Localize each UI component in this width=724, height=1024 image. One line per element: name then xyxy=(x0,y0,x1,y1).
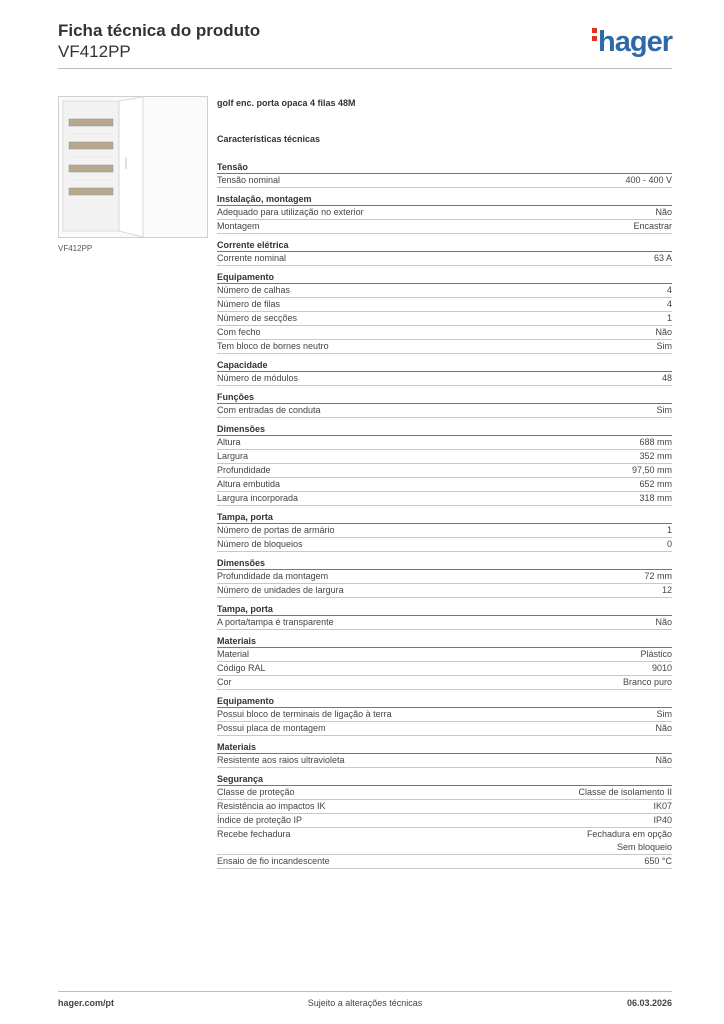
section-title: Corrente elétrica xyxy=(217,239,672,252)
spec-label: Recebe fechadura xyxy=(217,829,291,839)
spec-value: 9010 xyxy=(651,663,672,673)
footer-date: 06.03.2026 xyxy=(626,998,672,1008)
spec-label: Altura xyxy=(217,437,241,447)
spec-row xyxy=(217,492,672,506)
spec-row xyxy=(217,676,672,690)
spec-label: Material xyxy=(217,649,250,659)
spec-label: Classe de proteção xyxy=(217,787,295,797)
spec-label: Possui bloco de terminais de ligação à terra xyxy=(217,709,392,719)
spec-row xyxy=(217,174,672,188)
spec-value: 48 xyxy=(661,373,672,383)
spec-row xyxy=(217,252,672,266)
spec-row xyxy=(217,340,672,354)
spec-value: Sim xyxy=(656,341,672,351)
section-title: Materiais xyxy=(217,635,672,648)
spec-row xyxy=(217,284,672,298)
spec-label: Número de filas xyxy=(217,299,281,309)
spec-value: Não xyxy=(655,755,672,765)
spec-row xyxy=(217,754,672,768)
spec-value: 1 xyxy=(666,313,672,323)
section-title: Tampa, porta xyxy=(217,603,672,616)
spec-section xyxy=(217,511,672,552)
spec-label: Com entradas de conduta xyxy=(217,405,321,415)
section-title: Equipamento xyxy=(217,271,672,284)
spec-row xyxy=(217,828,672,855)
spec-value: Classe de isolamento II xyxy=(578,787,672,797)
spec-row xyxy=(217,538,672,552)
image-caption: VF412PP xyxy=(58,244,93,253)
spec-label: Número de calhas xyxy=(217,285,291,295)
spec-sections xyxy=(217,161,672,869)
spec-row xyxy=(217,450,672,464)
spec-value: Não xyxy=(655,207,672,217)
spec-value: 72 mm xyxy=(644,571,672,581)
spec-row xyxy=(217,648,672,662)
spec-value: Não xyxy=(655,617,672,627)
spec-value: Branco puro xyxy=(622,677,672,687)
spec-row xyxy=(217,478,672,492)
spec-section xyxy=(217,773,672,869)
product-image xyxy=(58,96,208,238)
section-title: Dimensões xyxy=(217,423,672,436)
spec-value: Não xyxy=(655,723,672,733)
spec-row xyxy=(217,312,672,326)
spec-row xyxy=(217,708,672,722)
spec-value: 688 mm xyxy=(639,437,672,447)
spec-value: Fechadura em opção Sem bloqueio xyxy=(586,829,672,852)
spec-value: Encastrar xyxy=(633,221,672,231)
page-title: Ficha técnica do produto xyxy=(58,21,261,40)
section-title: Funções xyxy=(217,391,672,404)
spec-section xyxy=(217,239,672,266)
spec-value: Plástico xyxy=(640,649,672,659)
spec-row xyxy=(217,298,672,312)
section-title: Tampa, porta xyxy=(217,511,672,524)
spec-label: Profundidade da montagem xyxy=(217,571,329,581)
spec-row xyxy=(217,786,672,800)
footer-disclaimer: Sujeito a alterações técnicas xyxy=(307,998,423,1008)
spec-label: Índice de proteção IP xyxy=(217,815,303,825)
spec-section xyxy=(217,741,672,768)
spec-label: Adequado para utilização no exterior xyxy=(217,207,364,217)
spec-section xyxy=(217,423,672,506)
spec-label: Altura embutida xyxy=(217,479,281,489)
characteristics-title: Características técnicas xyxy=(217,134,321,144)
spec-value: 352 mm xyxy=(639,451,672,461)
spec-label: A porta/tampa é transparente xyxy=(217,617,334,627)
footer-divider xyxy=(58,991,672,992)
spec-label: Montagem xyxy=(217,221,260,231)
spec-section xyxy=(217,557,672,598)
spec-row xyxy=(217,662,672,676)
section-title: Tensão xyxy=(217,161,672,174)
spec-section xyxy=(217,635,672,690)
spec-value: Sim xyxy=(656,709,672,719)
spec-value: 400 - 400 V xyxy=(625,175,672,185)
spec-value: Sim xyxy=(656,405,672,415)
logo-dots-icon xyxy=(592,28,597,44)
spec-section xyxy=(217,359,672,386)
spec-row xyxy=(217,584,672,598)
spec-value: IP40 xyxy=(653,815,672,825)
spec-value: 1 xyxy=(666,525,672,535)
spec-section xyxy=(217,193,672,234)
spec-row xyxy=(217,570,672,584)
spec-row xyxy=(217,436,672,450)
spec-label: Código RAL xyxy=(217,663,266,673)
hager-logo: hager xyxy=(592,26,672,59)
spec-section xyxy=(217,695,672,736)
spec-row xyxy=(217,206,672,220)
spec-label: Largura incorporada xyxy=(217,493,299,503)
spec-label: Número de unidades de largura xyxy=(217,585,344,595)
spec-row xyxy=(217,404,672,418)
spec-row xyxy=(217,524,672,538)
section-title: Equipamento xyxy=(217,695,672,708)
spec-label: Número de módulos xyxy=(217,373,299,383)
spec-value: Não xyxy=(655,327,672,337)
spec-row xyxy=(217,326,672,340)
spec-row xyxy=(217,722,672,736)
spec-value: 63 A xyxy=(653,253,672,263)
spec-section xyxy=(217,271,672,354)
spec-row xyxy=(217,814,672,828)
spec-row xyxy=(217,800,672,814)
spec-label: Resistência ao impactos IK xyxy=(217,801,326,811)
spec-value: 652 mm xyxy=(639,479,672,489)
spec-row xyxy=(217,855,672,869)
header-divider xyxy=(58,68,672,69)
spec-label: Número de portas de armário xyxy=(217,525,335,535)
spec-label: Corrente nominal xyxy=(217,253,287,263)
spec-label: Número de secções xyxy=(217,313,298,323)
section-title: Instalação, montagem xyxy=(217,193,672,206)
spec-value: 650 °C xyxy=(644,856,672,866)
spec-label: Ensaio de fio incandescente xyxy=(217,856,330,866)
spec-value: 4 xyxy=(666,285,672,295)
spec-value: 318 mm xyxy=(639,493,672,503)
footer-website[interactable]: hager.com/pt xyxy=(58,998,115,1008)
page-header xyxy=(58,20,672,62)
spec-label: Tensão nominal xyxy=(217,175,281,185)
spec-value: IK07 xyxy=(653,801,672,811)
section-title: Materiais xyxy=(217,741,672,754)
spec-row xyxy=(217,220,672,234)
spec-label: Profundidade xyxy=(217,465,271,475)
spec-label: Cor xyxy=(217,677,232,687)
spec-value: 97,50 mm xyxy=(631,465,672,475)
spec-value: 12 xyxy=(661,585,672,595)
section-title: Capacidade xyxy=(217,359,672,372)
section-title: Dimensões xyxy=(217,557,672,570)
spec-label: Resistente aos raios ultravioleta xyxy=(217,755,345,765)
spec-value: 0 xyxy=(666,539,672,549)
enclosure-image-icon xyxy=(59,97,207,237)
spec-label: Número de bloqueios xyxy=(217,539,303,549)
spec-row xyxy=(217,616,672,630)
spec-row xyxy=(217,372,672,386)
spec-content xyxy=(217,98,672,869)
spec-section xyxy=(217,161,672,188)
spec-value: 4 xyxy=(666,299,672,309)
spec-row xyxy=(217,464,672,478)
section-title: Segurança xyxy=(217,773,672,786)
spec-label: Possui placa de montagem xyxy=(217,723,326,733)
spec-label: Largura xyxy=(217,451,249,461)
spec-section xyxy=(217,391,672,418)
spec-section xyxy=(217,603,672,630)
spec-label: Tem bloco de bornes neutro xyxy=(217,341,329,351)
spec-label: Com fecho xyxy=(217,327,261,337)
product-description: golf enc. porta opaca 4 filas 48M xyxy=(217,98,356,108)
product-code: VF412PP xyxy=(58,42,131,61)
